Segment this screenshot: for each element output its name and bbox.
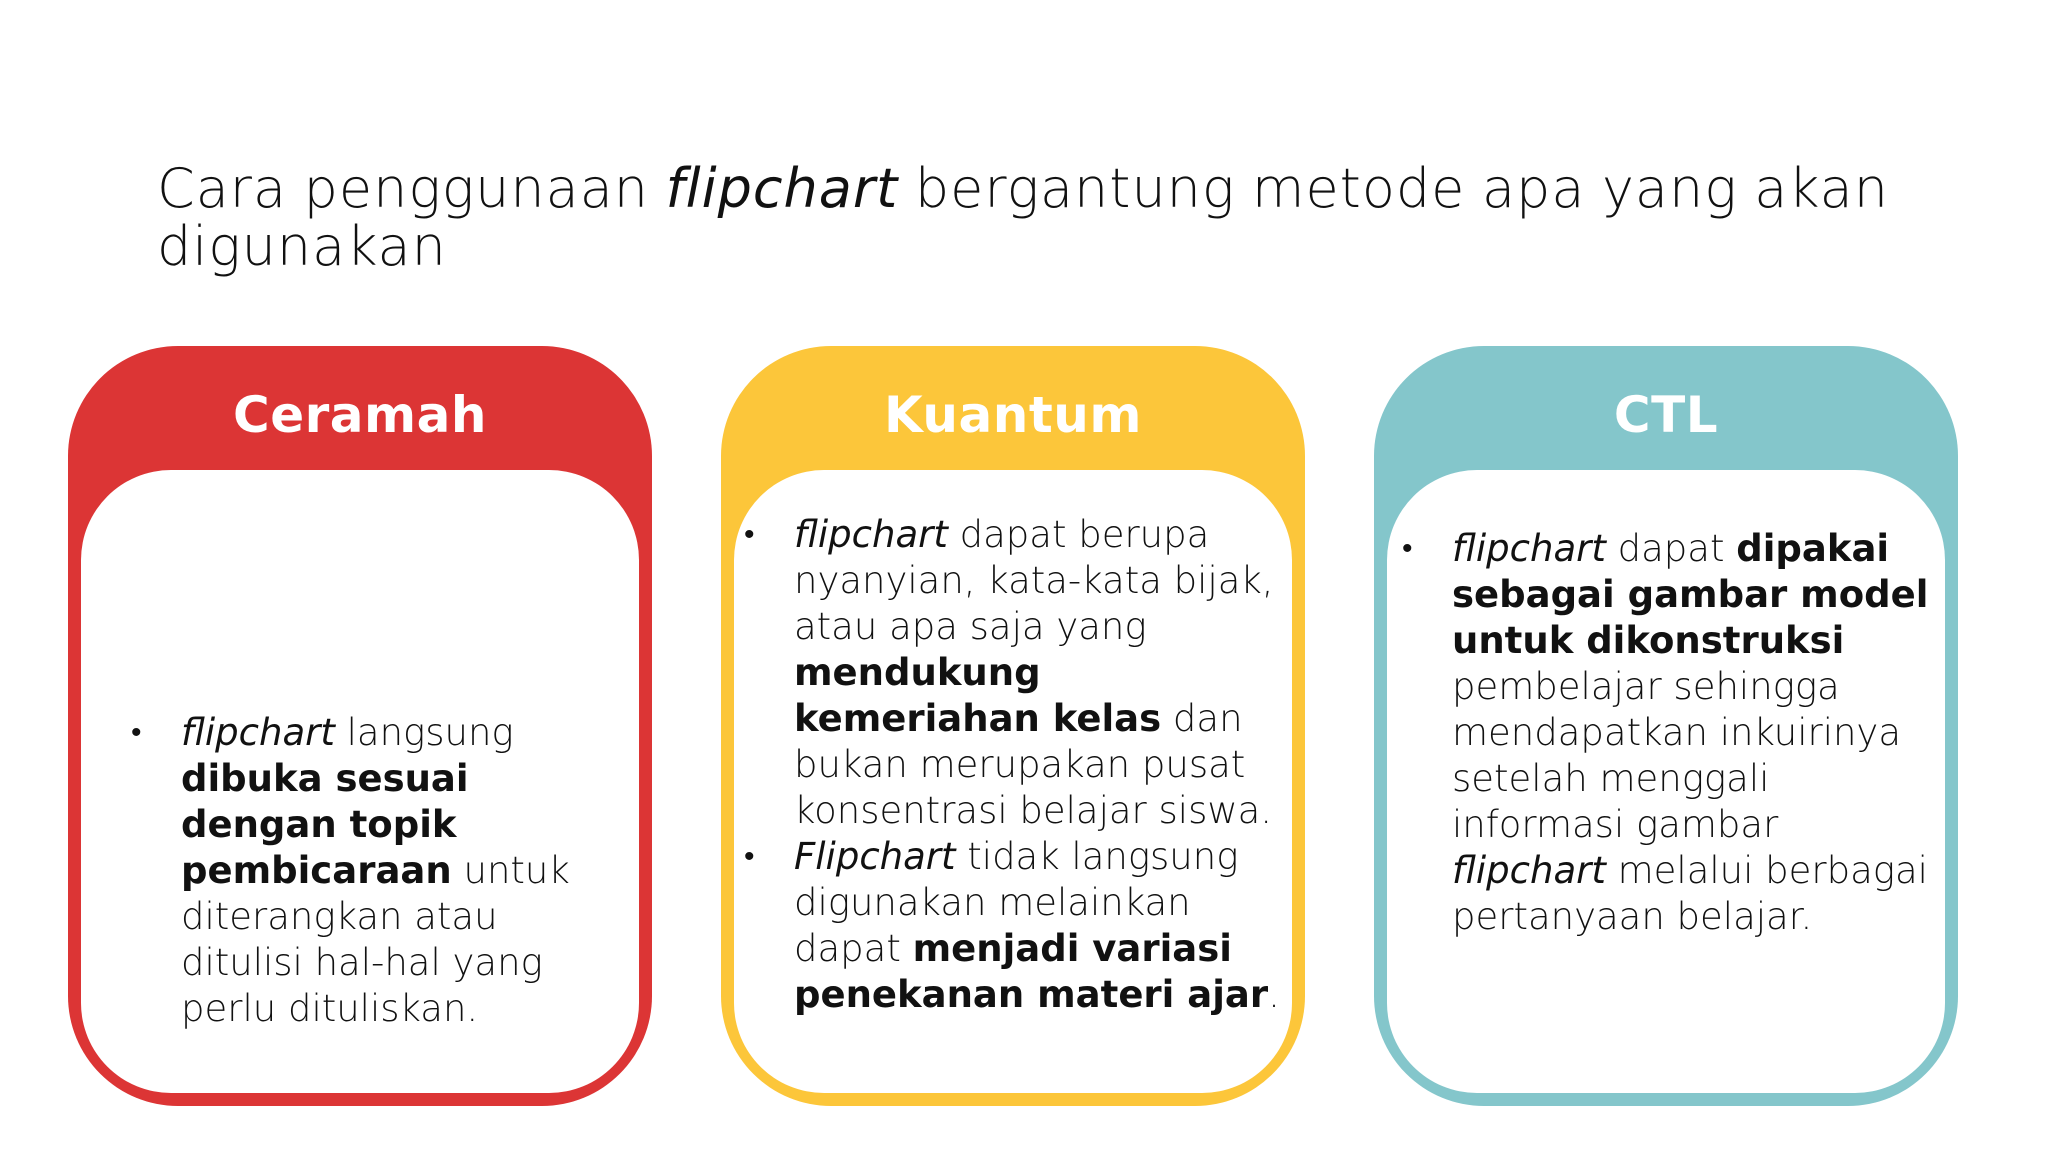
slide-title-line1: [157, 157, 1889, 220]
bullet-text-segment: flipchart: [794, 513, 948, 556]
bullet-text-segment: .: [1268, 973, 1280, 1016]
title-word: Cara: [157, 157, 288, 220]
title-word: metode: [1251, 157, 1466, 220]
bullet-text-segment: flipchart: [1452, 527, 1606, 570]
bullet-dot: •: [744, 839, 755, 874]
bullet-list: [127, 710, 597, 1032]
bullet-item: [1398, 526, 1938, 940]
title-word: akan: [1754, 157, 1889, 220]
bullet-item: [740, 512, 1280, 834]
bullet-text-segment: dibuka sesuai dengan topik pembicaraan: [181, 757, 469, 892]
card-body: [734, 470, 1292, 1093]
bullet-item: [127, 710, 597, 1032]
bullet-item: [740, 834, 1280, 1018]
title-word: apa: [1481, 157, 1586, 220]
slide-title-line2: digunakan: [157, 215, 447, 278]
bullet-text-segment: dapat: [1605, 527, 1737, 570]
card-kuantum: [721, 346, 1305, 1106]
bullet-text-segment: dan bukan merupakan pusat konsentrasi belajar siswa.: [794, 697, 1273, 832]
bullet-text-segment: Flipchart: [794, 835, 956, 878]
bullet-text-segment: flipchart: [1452, 849, 1606, 892]
bullet-text-segment: flipchart: [181, 711, 335, 754]
card-ctl: [1374, 346, 1958, 1106]
card-header: Kuantum: [884, 386, 1142, 444]
title-word: yang: [1601, 157, 1738, 220]
bullet-text-segment: langsung: [334, 711, 514, 754]
card-ceramah: [68, 346, 652, 1106]
title-word: penggunaan: [303, 157, 650, 220]
bullet-dot: •: [131, 715, 142, 750]
bullet-text-segment: mendukung kemeriahan kelas: [794, 651, 1162, 740]
bullet-text-segment: dapat berupa nyanyian, kata-kata bijak, atau apa saja yang: [794, 513, 1274, 648]
bullet-text-segment: tidak langsung digunakan melainkan dapat: [794, 835, 1239, 970]
title-word-italic: flipchart: [665, 157, 899, 220]
bullet-list: [740, 512, 1280, 1018]
card-body: [1387, 470, 1945, 1093]
card-body: [81, 470, 639, 1093]
bullet-text-segment: melalui berbagai pertanyaan belajar.: [1452, 849, 1928, 938]
card-header: CTL: [1613, 386, 1719, 444]
bullet-list: [1398, 526, 1938, 940]
bullet-dot: •: [744, 517, 755, 552]
title-word: bergantung: [914, 157, 1236, 220]
slide-title: [157, 157, 1889, 278]
bullet-text-segment: pembelajar sehingga mendapatkan inkuirinya setelah menggali informasi gambar: [1452, 665, 1902, 846]
card-header: Ceramah: [233, 386, 487, 444]
bullet-text-segment: dipakai sebagai gambar model untuk dikonstruksi: [1452, 527, 1929, 662]
bullet-text-segment: menjadi variasi penekanan materi ajar: [794, 927, 1269, 1016]
bullet-text-segment: untuk diterangkan atau ditulisi hal-hal yang perlu dituliskan.: [181, 849, 570, 1030]
bullet-dot: •: [1402, 531, 1413, 566]
